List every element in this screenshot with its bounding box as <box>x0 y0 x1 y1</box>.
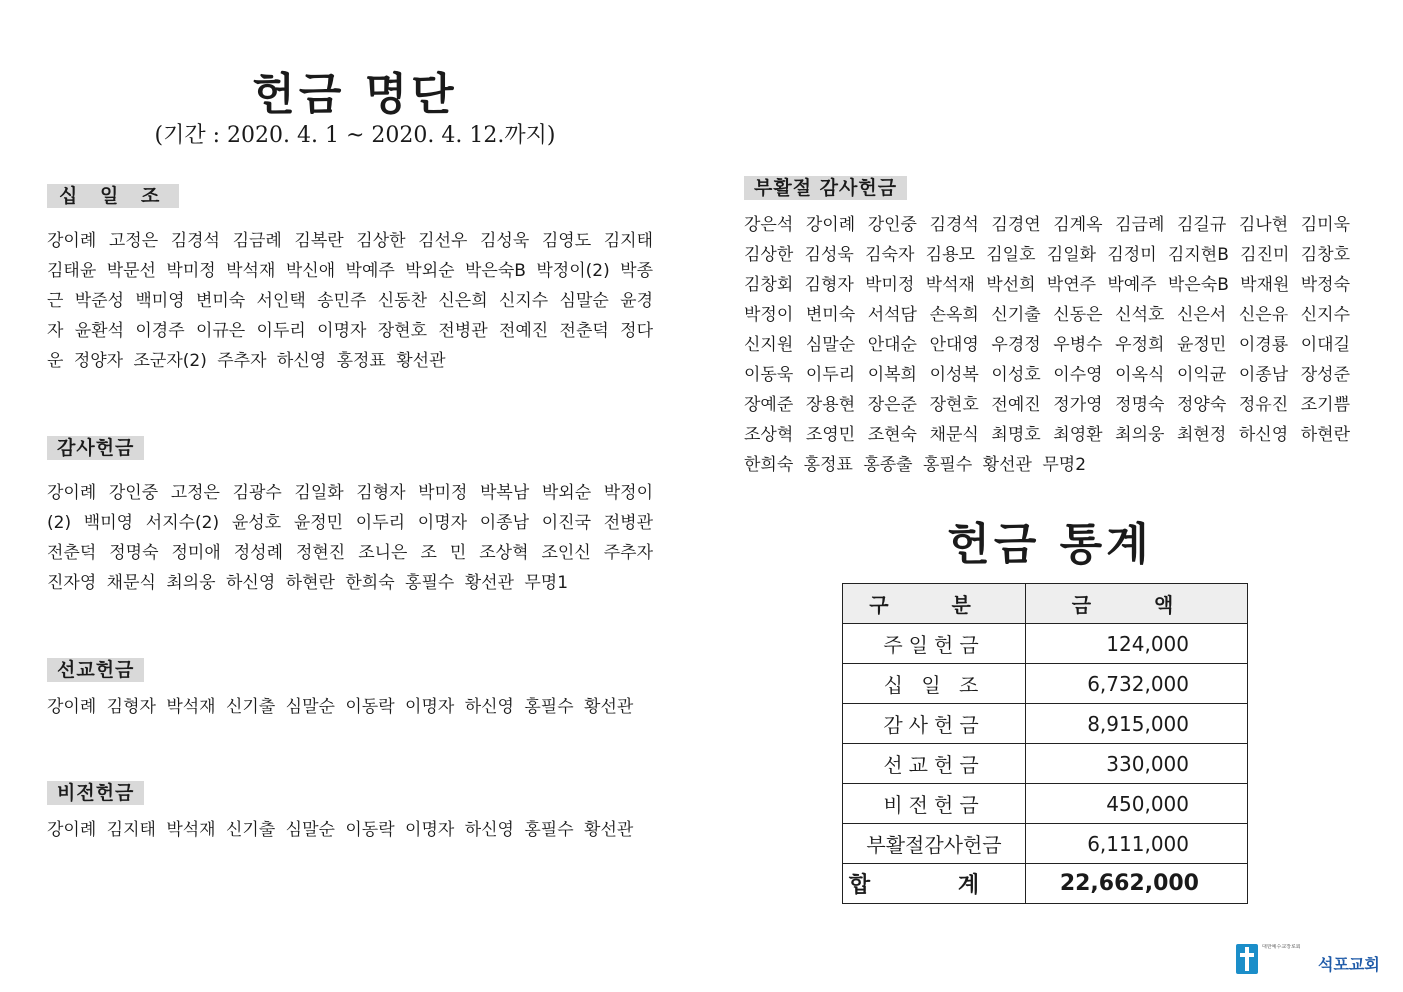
row-category: 부활절감사헌금 <box>843 824 1026 864</box>
table-row <box>843 664 1248 704</box>
tithe-section <box>47 184 653 376</box>
table-row <box>843 784 1248 824</box>
mission-heading: 선교헌금 <box>47 658 144 682</box>
col-amount-header: 금 액 <box>1026 584 1248 624</box>
logo-tagline: 대한예수교장로회 <box>1262 944 1301 950</box>
stats-header-row <box>843 584 1248 624</box>
page-title: 헌금 명단 <box>252 69 458 120</box>
mission-section <box>47 658 653 722</box>
stats-title: 헌금 통계 <box>947 519 1153 570</box>
row-amount: 330,000 <box>1026 744 1248 784</box>
table-row <box>843 824 1248 864</box>
cross-icon <box>1236 944 1258 974</box>
easter-heading: 부활절 감사헌금 <box>744 176 907 200</box>
row-category: 십 일 조 <box>843 664 1026 704</box>
stats-table <box>842 583 1248 904</box>
total-label: 합 계 <box>843 864 1026 904</box>
logo-name: 석포교회 <box>1318 955 1380 974</box>
row-category: 비전헌금 <box>843 784 1026 824</box>
total-amount: 22,662,000 <box>1026 864 1248 904</box>
total-row <box>843 864 1248 904</box>
church-logo <box>1236 944 1380 978</box>
row-category: 주일헌금 <box>843 624 1026 664</box>
thanksgiving-section <box>47 436 653 598</box>
vision-names: 강이례 김지태 박석재 신기출 심말순 이동락 이명자 하신영 홍필수 황선관 <box>47 820 634 840</box>
table-row <box>843 744 1248 784</box>
row-amount: 8,915,000 <box>1026 704 1248 744</box>
thanksgiving-heading: 감사헌금 <box>47 436 144 460</box>
easter-names: 강은석 강이례 강인중 김경석 김경연 김계옥 김금례 김길규 김나현 김미욱 김상한 김성욱 김숙자 김용모 김일호 김일화 김정미 김지현B 김진미 김창호 김창회 김형자 박미정 박석재 박선희 박연주 박예주 박은숙B 박재원 박정숙 박정이 변미숙 서석담 손옥희 신기출 신동은 신석호 신은서 신은유 신지수 신지원 심말순 안대순 안대영 우경정 우병수 우정희 윤정민 이경룡 이대길 이동욱 이두리 이복희 이성복 이성호 이수영 이옥식 이익균 이종남 장성준 장예준 장용현 장은준 장현호 전예진 정가영 정명숙 정양숙 정유진 조기쁨 조상혁 조영민 조현숙 채문식 최명호 최영환 최의웅 최현정 하신영 하현란 한희숙 홍정표 홍종출 홍필수 황선관 무명2 <box>744 215 1350 475</box>
row-category: 선교헌금 <box>843 744 1026 784</box>
table-row <box>843 624 1248 664</box>
table-row <box>843 704 1248 744</box>
easter-section <box>744 176 1350 480</box>
row-category: 감사헌금 <box>843 704 1026 744</box>
tithe-heading: 십 일 조 <box>47 184 179 208</box>
vision-heading: 비전헌금 <box>47 781 144 805</box>
row-amount: 124,000 <box>1026 624 1248 664</box>
thanksgiving-names: 강이례 강인중 고정은 김광수 김일화 김형자 박미정 박복남 박외순 박정이(2) 백미영 서지수(2) 윤성호 윤정민 이두리 이명자 이종남 이진국 전병관 전춘덕 정명숙 정미애 정성례 정현진 조니은 조 민 조상혁 조인신 주추자 진자영 채문식 최의웅 하신영 하현란 한희숙 홍필수 황선관 무명1 <box>47 483 653 593</box>
col-category-header: 구 분 <box>843 584 1026 624</box>
row-amount: 6,111,000 <box>1026 824 1248 864</box>
vision-section <box>47 781 653 845</box>
period-subtitle: (기간 : 2020. 4. 1 ~ 2020. 4. 12.까지) <box>154 123 556 148</box>
tithe-names: 강이례 고정은 김경석 김금례 김복란 김상한 김선우 김성욱 김영도 김지태 김태윤 박문선 박미정 박석재 박신애 박예주 박외순 박은숙B 박정이(2) 박종근 박준성 백미영 변미숙 서인택 송민주 신동찬 신은희 신지수 심말순 윤경자 윤환석 이경주 이규은 이두리 이명자 장현호 전병관 전예진 전춘덕 정다운 정양자 조군자(2) 주추자 하신영 홍정표 황선관 <box>47 231 653 371</box>
row-amount: 6,732,000 <box>1026 664 1248 704</box>
row-amount: 450,000 <box>1026 784 1248 824</box>
mission-names: 강이례 김형자 박석재 신기출 심말순 이동락 이명자 하신영 홍필수 황선관 <box>47 697 634 717</box>
